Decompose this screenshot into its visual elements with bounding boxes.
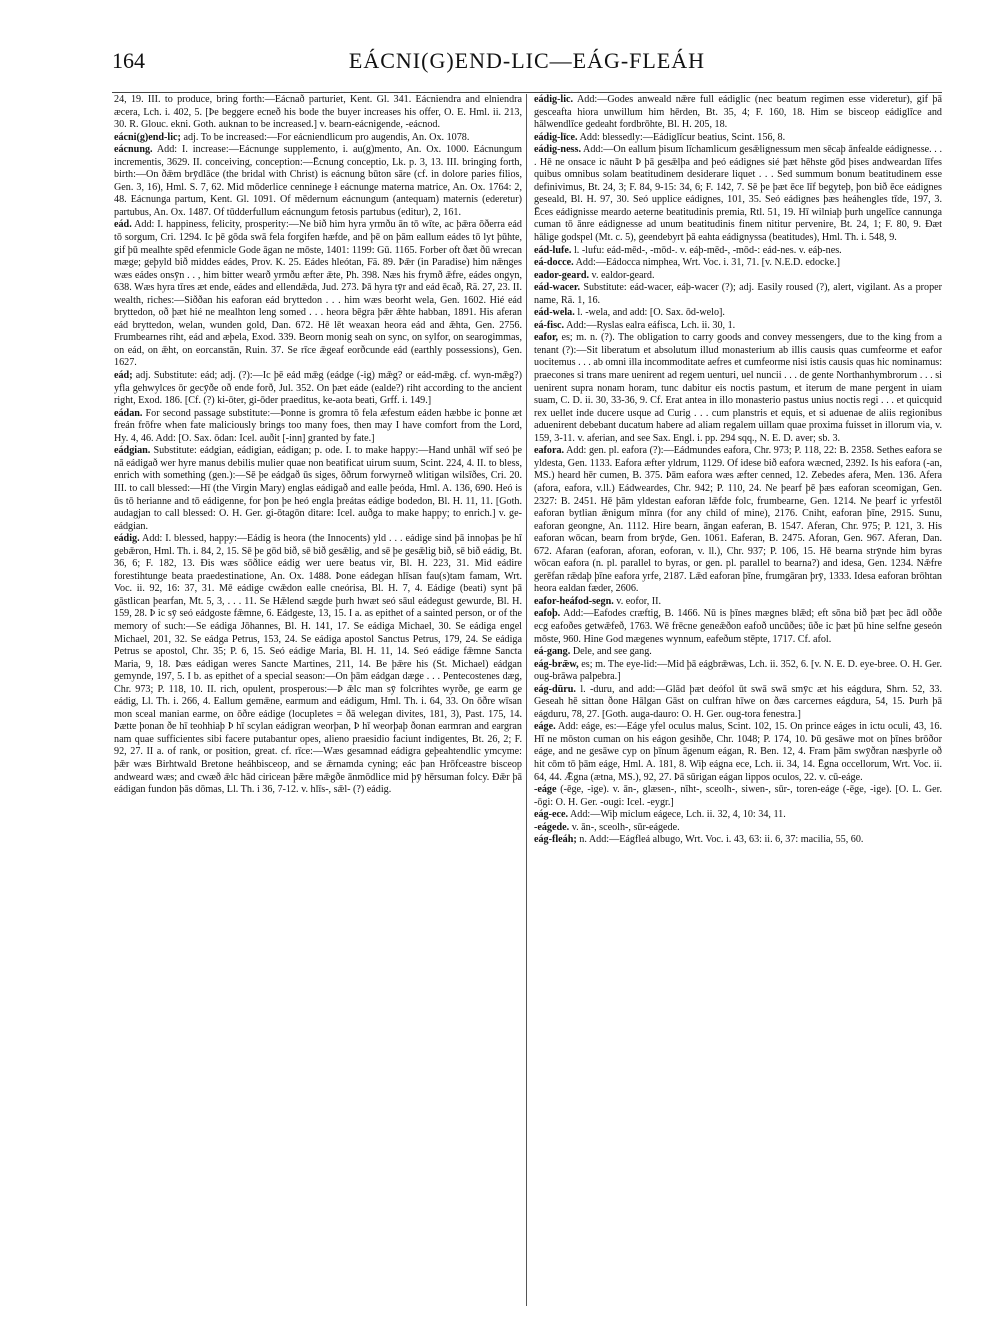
dictionary-entry <box>534 245 942 258</box>
dictionary-entry <box>534 132 942 145</box>
dictionary-entry <box>114 370 522 408</box>
right-column <box>534 94 942 1306</box>
entry-body: adj. Substitute: eád; adj. (?):—Ic þē eád mǣg (eádge (-ig) mǣg? or eád-mǣg. cf. wyn-mǣg?) yfla gehwylces ōr gecȳðe oð ende forð, Jul. 352. On þæt eáde (ealde?) riht according to the ancient right, Exod. 186. [Cf. (?) ki-ōter, gi-ōder praeditus, ke-aota beati, Grff. i. 149.] <box>114 370 522 407</box>
dictionary-entry <box>534 282 942 307</box>
entry-headword: eádig-līce. <box>534 131 578 143</box>
dictionary-entry <box>114 144 522 219</box>
entry-body: Dele, and see gang. <box>570 646 652 658</box>
entry-headword: eáge. <box>534 721 556 733</box>
entry-body: l. -duru, and add:—Glād þæt deófol ūt swā swā smȳc æt his eágdura, Shrn. 52, 33. Geseah hē sittan ðone Hālgan Gāst on culfran hīwe on ðæs carcernes eágdura, 54, 15. Þurh þā eágduru, 78, 27. [Goth. auga-dauro: O. H. Ger. oug-tora fenestra.] <box>534 683 942 720</box>
dictionary-entry <box>534 332 942 445</box>
entry-headword: eádgian. <box>114 445 151 457</box>
entry-body: es; m. n. (?). The obligation to carry goods and convey messengers, due to the king from a tenant (?):—Sit liberatum et absolutum illud monasterium ab illis causis quas cumfeorme et eafor uocitemus . . . ab omni illa incommoditate aefres et cumfeorme nisi istis causis quas hic nominamus: praecones si trans mare uenirent ad regem uenturi, uel nuncii . . . de gente Northanhymbrorum . . . si uenirent supra nonam horam, tunc dabitur eis noctis pastum, et iterum de mane pergent in uiam suam, C. D. ii. 30, 33-36, 9. Cf. Erat antea in illo monasterio pastus unius noctis regi . . . et quicquid rex uellet inde ducere usque ad Curig . . . cum planstris et equis, et si aduenae de aliis regionibus aduenirent debebant ducatum habere ad aliam regalem uillam quae proxima fuisset in illorum via, v. 159, 3-11. v. aferian, and see Sax. Engl. i. pp. 294 sqq., N. E. D. aver; sb. 3. <box>534 332 942 444</box>
entry-headword: eág-fleáh; <box>534 834 577 846</box>
entry-body: Add:—Eafodes cræftig, B. 1466. Nū is þīnes mægnes blǣd; eft sōna bið þæt þec ādl oððe ecg eafoðes getwǣfeð, 1763. Wē frēcne geneǣðon eafoð uncūðes; ūðe ic þæt þū hine selfne geseón mōste, 960. Hine God mægenes wynnum, eafeðum stēpte, 1717. Cf. afol. <box>534 608 942 645</box>
entry-body: v. ealdor-geard. <box>589 269 655 281</box>
entry-body: Substitute: eádgian, eádigian, eádigan; p. ode. I. to make happy:—Hand unhāl wīf seó þe nā eádigað wer hyre manus debilis mulier quae non beatificat uirum suum, Scint. 224, 4. II. to bless, enrich with something (gen.):—Sē þe eádgað ūs siges, ōðrum forwyrneð wlitigan wilsīðes, Cri. 20. III. to call blessed:—Hī (the Virgin Mary) englas eádigað and ealle þeóda, Hml. A. 136, 690. Heó is ūs tō herianne and tō eádigenne, for þon þe heó engla þreátas eádige bodedon, Bl. H. 11, 11. [Goth. audagjan to call blessed: O. H. Ger. gi-ōtagōn ditare: Icel. auðga to make happy; to enrich.] v. ge-eádgian. <box>114 445 522 532</box>
entry-headword: -eáge <box>534 784 557 796</box>
dictionary-entry <box>534 784 942 809</box>
dictionary-entry <box>114 219 522 370</box>
entry-headword: eág-ece. <box>534 809 569 821</box>
left-column <box>114 94 522 1306</box>
entry-body: adj. To be increased:—For eácniendlicum pro augendis, An. Ox. 1078. <box>180 131 470 143</box>
dictionary-entry <box>534 646 942 659</box>
dictionary-entry <box>534 822 942 835</box>
entry-body: Add:—Eádocca nimphea, Wrt. Voc. i. 31, 71. [v. N.E.D. edocke.] <box>573 257 840 269</box>
entry-body: es; m. The eye-lid:—Mid þā eágbrǣwas, Lch. ii. 352, 6. [v. N. E. D. eye-bree. O. H. Ger. oug-brāwa palpebra.] <box>534 658 942 683</box>
entry-body: Add: I. happiness, felicity, prosperity:—Ne bið him hyra yrmðu ān tō wīte, ac þǣra ōðerra eád tō sorgum, Cri. 1294. Ic þē gōda swā fela forgifen hæfde, and þē on þām eallum eádes tō lyt þūhte, gif þū mealhte spēd efenmicle Gode āgan ne mōste, 1401: 1199: Gū. 1165. Forber oft ðæt ðū wrecan mæge; geþyld bið middes eádes, Prov. K. 25. Eádes hleótan, Fä. 89. Þǣr (in Paradise) him nǣnges wæs eádes onsȳn . . , him bitter wearð yrmðu æfter ǣte, Ph. 398. Næs his frymð ǣfre, eádes ongyn, 638. Wæs hyra tīres æt ende, eádes and ellendǣda, Jud. 273. Þā hyra tȳr and eád ēcað, Rä. 27, 23. II. wealth, riches:—Siððan his eaforan eád bryttedon . . . him wæs beorht wela, Gen. 1602. Hié eád bryttedon, oð þæt hié ne mealhton leng somed . . . heora bēgra þǣr ǣhte habban, 1891. His aferan eád bryttedon, welan, wunden gold, Dan. 672. Hē lēt weaxan heora eád and ǣhta, Gen. 2756. Frumbearnes riht, eád and æþela, Exod. 339. Beorn monig seah on sync, on sylfor, on searogimmas, on eád, on ǣht, on eorcanstān, Ruin. 37. Se rīce ǣgeaf eorðcunde eád (earthly possessions), Gen. 1627. <box>114 219 522 369</box>
entry-body: Add: eáge, es:—Eáge yfel oculus malus, Scint. 102, 15. On prince eáges in ictu oculi, 43, 16. Hī ne mōston cuman on his eágon gesihðe, Chr. 1048; P. 174, 10. Þū gesāwe mot on þīnes brōðor eáge, and ne gesāwe cyp on þīnum āgenum eágan, R. Ben. 12, 4. Fram þām swȳðran næsþyrle oð hit cōm tō þām eáge, Hml. A. 181, 8. Wiþ eágna ece, Lch. ii. 34, 14. Ēgna occellorum, Wrt. Voc. ii. 64, 44. Ǣgna (ætna, MS.), 92, 27. Þā sūrigan eágan lippos oculos, 22. v. cū-eáge. <box>534 721 942 783</box>
header-rule <box>112 92 942 93</box>
entry-headword: eád-wela. <box>534 307 575 319</box>
page-number: 164 <box>112 48 145 73</box>
entry-continuation <box>114 94 522 132</box>
entry-headword: eá-gang. <box>534 646 571 658</box>
entry-headword: eafora. <box>534 445 565 457</box>
dictionary-entry <box>114 132 522 145</box>
entry-headword: eádig-ness. <box>534 144 581 156</box>
entry-headword: eád. <box>114 219 132 231</box>
entry-body: Add: blessedly:—Eádiglīcur beatius, Scint. 156, 8. <box>577 131 786 143</box>
entry-body: Add: gen. pl. eafora (?):—Eádmundes eafora, Chr. 973; P. 118, 22: B. 2358. Sethes eafora se yldesta, Gen. 1133. Eafora æfter yldrum, 1129. Of idese bið eafora wæcned, 2392. Is his eafora (-an, MS.) heard hēr cumen, B. 375. Þām eafora wæs æfter cenned, 12. Zebedes afera, Men. 136. Afera (afora, eafora, v.ll.) Eádweardes, Chr. 942; P. 110, 24. Ne þearf þē þæs eaforan sceomigan, Gen. 2327: B. 2451. Hē þām yldestan eaforan lǣfde folc, frumbearne, Gen. 1214. Ne þearf ic yrfestōl eaforan bytlian ǣnigum mīnra (for any child of mine), 2176. Cniht, eaforan þīne, 2915. Sunu, eaforan geongne, An. 1112. Hire bearn, āngan eaferan, B. 1547. Aferan, Chr. 975; P. 121, 3. His eaforan wōcan, bearn from brȳde, Gen. 1061. Eaferan, B. 2475. Aforan, Gen. 967. Aferan, Dan. 672. Afaran (eaforan, aforan, eoforan, v. ll.), Chr. 937; P. 106, 15. Hē bearna strȳnde him byras wōcan eafora (n. pl. parallel to byras, or gen. pl. parallel to bearna?) and idesa, Gen. 1234. Nǣfre gerēfan rǣdaþ þīne eafora yrfe, 2187. Lǣd eaforan þīne, frumgāran þrȳ, 1333. Idesa eaforan brōhtan heora ealdan fæder, 2606. <box>534 445 942 595</box>
dictionary-entry <box>534 320 942 333</box>
entry-headword: -eágede. <box>534 821 570 833</box>
column-divider <box>526 94 527 1306</box>
entry-headword: eafor, <box>534 332 559 344</box>
entry-headword: eádig. <box>114 533 140 545</box>
entry-body: v. ān-, sceolh-, sūr-eágede. <box>569 821 680 833</box>
entry-headword: eág-dūru. <box>534 683 576 695</box>
entry-body: l. -wela, and add: [O. Sax. ōd-welo]. <box>574 307 725 319</box>
entry-body: (-ēge, -ige). v. ān-, glæsen-, nīht-, sceolh-, siwen-, sūr-, toren-eáge (-ēge, -ige). [O. L. Ger. -ōgi: O. H. Ger. -ougi: Icel. -eygr.] <box>534 784 942 808</box>
entry-body: Add:—Ryslas ealra eáfisca, Lch. ii. 30, 1. <box>564 319 736 331</box>
dictionary-entry <box>534 684 942 722</box>
entry-body: 24, 19. III. to produce, bring forth:—Eácnað parturiet, Kent. Gl. 341. Eácniendra and elniendra æcera, Lch. i. 402, 5. [Þe beggere ecneð his bode the buyer increases his offer, O. E. Hml. ii. 213, 30. R. Glouc. ekni. Goth. auknan to be increased.] v. bearn-eácnigende, -eácnod. <box>114 94 522 131</box>
entry-headword: eág-brǣw, <box>534 658 579 670</box>
entry-body: Add:—On eallum þisum līchamlicum gesǣlignessum men sēcaþ ānfealde eádignesse. . . . Hē ne onsace ic nāuht Þ þā gesǣlþa and þeó eádignes sié þæt hēhste gōd þises andweardan līfes quibus omnibus solam beatitudinem desiderare liquet . . . Sed summum bonum beatitudinem esse definivimus, Bt. 24, 3; F. 84, 9-15: 34, 6; F. 142, 7. Sē þe þæt ēce līf begyteþ, þon bið ēce eádignes geseald, Bl. H. 97, 30. Seó upplice eádignes, 101, 35. Seó eádignes þæs heáhengles tīde, 197, 3. Ēces eádignisse meardo aeterne beatitudinis premia, Rtl. 51, 19. Hī wilniaþ þurh ungelīce cannunga cuman tō ānre eádignesse ad unum beatitudinis finem nititur pervenire, Bt. 24, 1; F. 80, 9. Ðæt hālige godspel (Mt. c. 5), geendebyrt þā eahta eádignyssa (beatitudes), Hml. Th. i. 548, 9. <box>534 144 942 244</box>
entry-headword: eád; <box>114 370 133 382</box>
entry-body: v. eofor, II. <box>613 595 662 607</box>
entry-body: Add:—Godes anweald nǣre full eádiglic (nec beatum regimen esse videretur), gif þā gesceafta hiora unwillum him hērden, Bt. 35, 4; F. 160, 18. Him se bisceop eádiglīce and hālwendlīce gedeaht fordbrōhte, Bl. H. 205, 18. <box>534 94 942 131</box>
entry-body: Add: I. increase:—Eácnunge supplemento, i. au(g)mento, An. Ox. 1000. Eácnungum incrementis, 3629. II. conceiving, conception:—Ēcnung conceptio, Lk. p. 3, 13. III. bringing forth, birth:—On ðǣm brȳdlāce (the bridal with Christ) is eácnung būton sāre (cf. in dolore paries filios, Gen. 3, 16), Hml. S. 7, 62. Mid mōderlice cenninege ł eácnunge materna matrice, An. Ox. 1764: 2, 48. Eácnunga partum, Kent. Gl. 1091. Of mēdernum eácnungum (antequam) maternis (ederetur) partubus, An. Ox. 1487. Of tūdderfullum eácnungum fetosis partubus (editur), 2, 161. <box>114 144 522 218</box>
entry-body: Add: I. blessed, happy:—Eádig is heora (the Innocents) yld . . . eádige sind þā innoþas þe hī gebǣron, Hml. Th. i. 84, 2, 15. Sē þe gōd bið, sē bið gesǣlig, and sē þe gesǣlig bið, sē bið eádig, Bt. 36, 6; F. 182, 13. Ðis wæs sōðlice eádig wer uere beatus vir, Bl. H. 223, 31. Mid eádire forestihtunge beata praedestinatione, An. Ox. 1488. Þone eádegan hlīsan fau(s)tam famam, Wrt. Voc. ii. 92, 16: 37, 31. Mē eádige cwǣdon ealle cneórisa, Bl. H. 7, 4. Eádige (beati) synt þā gāstlican þearfan, Mt. 5, 3, . . . 11. Se Hǣlend sægde þurh hwæt seó sāul eádegust gewurde, Bl. H. 159, 28. Þ ic sȳ seó eádgoste fǣmne, 6. Eádgeste, 13, 15. I a. as epithet of a sainted person, or of the memory of such:—Se eádiga Jōhannes, Bl. H. 141, 17. Se eádiga Michael, 30. Se eádiga engel Michael, 201, 32. Se eádga Petrus, 153, 24. Se eádiga apostol Sanctus Petrus, 179, 24. Se eádiga Petrus se apostol, Chr. 35; P. 6, 15. Seó eádige Maria, Bl. H. 11, 14. Seó eádige fǣmne Sancta Maria, 9, 18. Þæs eádigan weres Sancte Martines, 211, 14. Be þǣre his (St. Michael) eádgan gemynde, 197, 5. I b. as epithet of a special season:—On þām eádgan dæge . . . Pentecostenes dæg, Chr. 973; P. 118, 10. II. rich, opulent, prosperous:—Þ ǣlc man sȳ folcrihtes wyrðe, ge earm ge eádig, Ll. Th. i. 266, 4. Eallum gemǣne, earmum and eádigum, Hml. Th. i. 64, 33. On ōðre wīsan mon sceal manian earme, on ōðre eádige (locupletes = ðā welegan divites, 181, 3), Past. 175, 14. Þætte þonan ðe hī teohhiaþ Þ hī scylan eádigran weorþan, Þ hī weorþaþ ðonan earmran and eargran nam quae sufficientes sibi facere putabantur opes, alieno praesidio faciunt indigentes, Bt. 26, 2; F. 92, 27. II a. of rank, or position, great. cf. rīce:—Wæs gesamnad eádigra geþeahtendlic ymcyme: þǣr wæs Birhtwald Bretone heáhbisceop, and se ǣrnamda cyning; eác þan Hrōfceastre bisceop andweard wæs; and cwæð ǣlc hād ciricean þǣre mǣgðe ānmōdlice mid þȳ hērsuman folcy. Ðǣr þā eádigan fundon þās dōmas, Ll. Th. i 36, 7-12. v. hlīs-, sǣl- (?) eádig. <box>114 533 522 796</box>
running-head: EÁCNI(G)END-LIC—EÁG-FLEÁH <box>348 48 706 73</box>
dictionary-entry <box>114 445 522 533</box>
entry-headword: eador-geard. <box>534 269 590 281</box>
dictionary-entry <box>534 721 942 784</box>
dictionary-entry <box>534 257 942 270</box>
dictionary-entry <box>114 408 522 446</box>
dictionary-entry <box>534 144 942 244</box>
entry-headword: eádan. <box>114 407 143 419</box>
entry-body: Substitute: eád-wacer, eáþ-wacer (?); adj. Easily roused (?), alert, vigilant. As a proper name, Rä. 1, 16. <box>534 282 942 306</box>
entry-body: For second passage substitute:—Þonne is gromra tō fela æfestum eáden hæbbe ic þonne æt freán frōfre when fate maliciously brings too many foes, then may I have comfort from the Lord, Hy. 4, 46. Add: [O. Sax. ōdan: Icel. auðit [-inn] granted by fate.] <box>114 407 522 444</box>
entry-headword: eád-lufe. <box>534 244 572 256</box>
dictionary-entry <box>114 533 522 796</box>
entry-headword: eafoþ. <box>534 608 561 620</box>
dictionary-entry <box>534 445 942 596</box>
entry-body: Add:—Wiþ miclum eágece, Lch. ii. 32, 4, 10: 34, 11. <box>568 809 786 821</box>
dictionary-entry <box>534 834 942 847</box>
entry-headword: eafor-heáfod-segn. <box>534 595 614 607</box>
dictionary-entry <box>534 659 942 684</box>
dictionary-entry <box>534 94 942 132</box>
page-header <box>112 48 942 88</box>
entry-headword: eá-docce. <box>534 257 574 269</box>
entry-headword: eád-wacer. <box>534 282 581 294</box>
entry-headword: eácnung. <box>114 144 153 156</box>
entry-body: l. -lufu: eád-mēd-, -mōd-. v. eáþ-mēd-, -mōd-: eád-nes. v. eáþ-nes. <box>571 244 842 256</box>
dictionary-entry <box>534 307 942 320</box>
entry-headword: eádig-lic. <box>534 94 574 105</box>
dictionary-entry <box>534 809 942 822</box>
entry-headword: eá-fisc. <box>534 319 565 331</box>
dictionary-entry <box>534 596 942 609</box>
dictionary-entry <box>534 270 942 283</box>
entry-headword: eácni(g)end-lic; <box>114 131 181 143</box>
dictionary-entry <box>534 608 942 646</box>
entry-body: n. Add:—Eágfleá albugo, Wrt. Voc. i. 43, 63: ii. 6, 37: macilia, 55, 60. <box>576 834 864 846</box>
